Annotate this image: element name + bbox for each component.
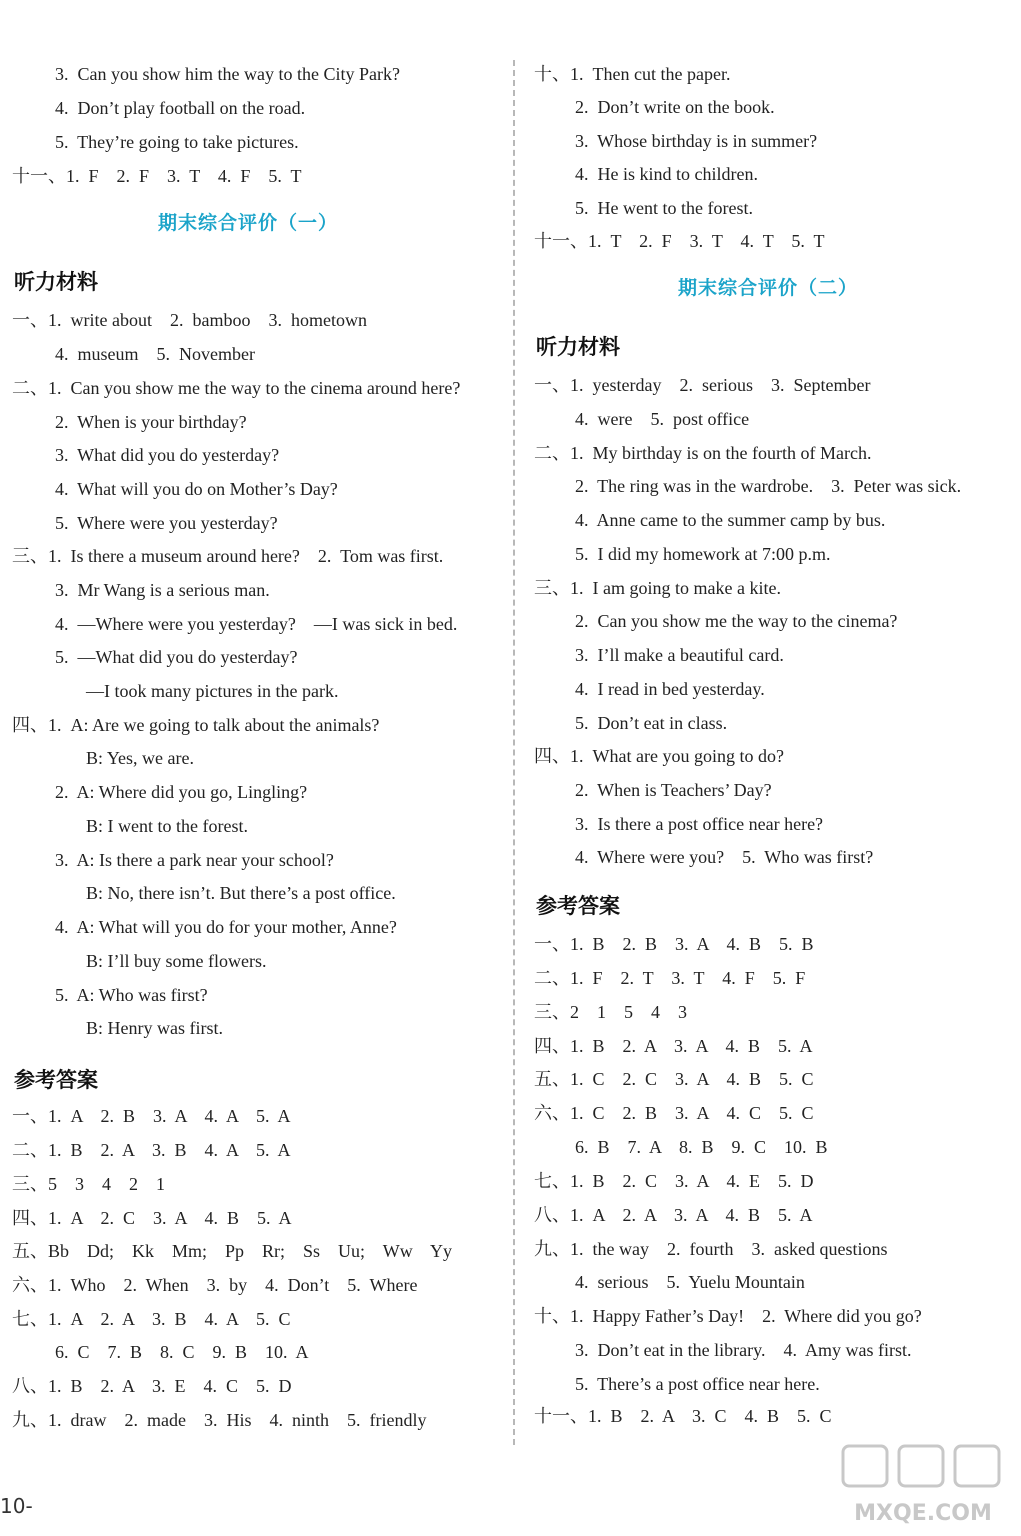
answer-line: 一、1. B 2. B 3. A 4. B 5. B [534, 934, 814, 954]
listening-line: 3. I’ll make a beautiful card. [575, 645, 784, 665]
listening-line: B: Henry was first. [86, 1018, 223, 1038]
text-line: 4. Don’t play football on the road. [55, 98, 306, 118]
listening-line: 3. Mr Wang is a serious man. [55, 580, 270, 600]
listening-line: 4. —Where were you yesterday? —I was sick in bed. [55, 614, 458, 634]
answer-line: 4. serious 5. Yuelu Mountain [575, 1272, 805, 1292]
listening-line: 2. A: Where did you go, Lingling? [55, 782, 308, 802]
answers-heading: 参考答案 [14, 1068, 98, 1092]
answer-line: 三、5 3 4 2 1 [12, 1174, 165, 1194]
text-line: 4. He is kind to children. [575, 164, 758, 184]
text-line: 5. They’re going to take pictures. [55, 132, 299, 152]
listening-line: 4. were 5. post office [575, 409, 750, 429]
column-divider [513, 60, 515, 1445]
listening-line: 2. Can you show me the way to the cinema? [575, 611, 898, 631]
listening-line: 2. When is Teachers’ Day? [575, 780, 772, 800]
answers-heading: 参考答案 [536, 894, 620, 918]
watermark-logo [833, 1440, 1013, 1530]
answer-line: 3. Don’t eat in the library. 4. Amy was first. [575, 1340, 912, 1360]
answer-line: 二、1. B 2. A 3. B 4. A 5. A [12, 1140, 291, 1160]
answer-line: 五、Bb Dd; Kk Mm; Pp Rr; Ss Uu; Ww Yy [12, 1241, 453, 1261]
listening-line: 5. Don’t eat in class. [575, 713, 728, 733]
answer-line: 六、1. C 2. B 3. A 4. C 5. C [534, 1103, 814, 1123]
answer-line: 5. There’s a post office near here. [575, 1374, 820, 1394]
listening-line: 三、1. Is there a museum around here? 2. Tom was first. [12, 546, 444, 566]
listening-line: 5. Where were you yesterday? [55, 513, 278, 533]
text-line: 2. Don’t write on the book. [575, 97, 775, 117]
answer-line: 五、1. C 2. C 3. A 4. B 5. C [534, 1069, 814, 1089]
listening-line: 一、1. yesterday 2. serious 3. September [534, 375, 871, 395]
listening-line: 5. I did my homework at 7:00 p.m. [575, 544, 831, 564]
listening-line: B: I’ll buy some flowers. [86, 951, 267, 971]
text-line: 十、1. Then cut the paper. [534, 64, 731, 84]
text-line: 十一、1. F 2. F 3. T 4. F 5. T [12, 166, 302, 186]
answer-line: 三、2 1 5 4 3 [534, 1002, 687, 1022]
section-title: 期末综合评价（二） [678, 277, 859, 299]
listening-heading: 听力材料 [536, 335, 620, 359]
text-line: 3. Whose birthday is in summer? [575, 131, 818, 151]
listening-line: 4. museum 5. November [55, 344, 255, 364]
listening-line: 5. —What did you do yesterday? [55, 647, 298, 667]
listening-line: 4. Where were you? 5. Who was first? [575, 847, 874, 867]
listening-line: 4. I read in bed yesterday. [575, 679, 765, 699]
listening-heading: 听力材料 [14, 270, 98, 294]
answer-line: 二、1. F 2. T 3. T 4. F 5. F [534, 968, 806, 988]
text-line: 十一、1. T 2. F 3. T 4. T 5. T [534, 231, 825, 251]
answer-line: 九、1. the way 2. fourth 3. asked questions [534, 1239, 888, 1259]
answer-line: 十一、1. B 2. A 3. C 4. B 5. C [534, 1406, 832, 1426]
listening-line: 4. Anne came to the summer camp by bus. [575, 510, 886, 530]
answer-line: 九、1. draw 2. made 3. His 4. ninth 5. friendly [12, 1410, 427, 1430]
listening-line: B: I went to the forest. [86, 816, 248, 836]
answer-line: 6. B 7. A 8. B 9. C 10. B [575, 1137, 828, 1157]
answer-line: 八、1. A 2. A 3. A 4. B 5. A [534, 1205, 813, 1225]
text-line: 3. Can you show him the way to the City Park? [55, 64, 400, 84]
listening-line: 一、1. write about 2. bamboo 3. hometown [12, 310, 367, 330]
answer-line: 十、1. Happy Father’s Day! 2. Where did you go? [534, 1306, 922, 1326]
answer-line: 四、1. B 2. A 3. A 4. B 5. A [534, 1036, 813, 1056]
listening-line: 二、1. Can you show me the way to the cinema around here? [12, 378, 461, 398]
answer-line: 六、1. Who 2. When 3. by 4. Don’t 5. Where [12, 1275, 418, 1295]
listening-line: B: Yes, we are. [86, 748, 194, 768]
listening-line: 4. What will you do on Mother’s Day? [55, 479, 338, 499]
listening-line: 四、1. What are you going to do? [534, 746, 784, 766]
answer-line: 四、1. A 2. C 3. A 4. B 5. A [12, 1208, 292, 1228]
listening-line: 5. A: Who was first? [55, 985, 208, 1005]
page-number: 10- [0, 1494, 33, 1518]
listening-line: 3. Is there a post office near here? [575, 814, 824, 834]
listening-line: 三、1. I am going to make a kite. [534, 578, 781, 598]
answer-line: 一、1. A 2. B 3. A 4. A 5. A [12, 1106, 291, 1126]
listening-line: 2. The ring was in the wardrobe. 3. Peter was sick. [575, 476, 962, 496]
listening-line: B: No, there isn’t. But there’s a post office. [86, 883, 396, 903]
listening-line: 3. What did you do yesterday? [55, 445, 280, 465]
listening-line: 二、1. My birthday is on the fourth of March. [534, 443, 872, 463]
answer-line: 七、1. A 2. A 3. B 4. A 5. C [12, 1309, 291, 1329]
answer-line: 八、1. B 2. A 3. E 4. C 5. D [12, 1376, 292, 1396]
answer-line: 七、1. B 2. C 3. A 4. E 5. D [534, 1171, 814, 1191]
listening-line: 四、1. A: Are we going to talk about the animals? [12, 715, 380, 735]
watermark-text: MXQE.COM [854, 1501, 992, 1526]
listening-line: 4. A: What will you do for your mother, Anne? [55, 917, 397, 937]
listening-line: —I took many pictures in the park. [86, 681, 339, 701]
answer-line: 6. C 7. B 8. C 9. B 10. A [55, 1342, 309, 1362]
listening-line: 2. When is your birthday? [55, 412, 247, 432]
text-line: 5. He went to the forest. [575, 198, 753, 218]
listening-line: 3. A: Is there a park near your school? [55, 850, 334, 870]
section-title: 期末综合评价（一） [158, 212, 339, 234]
